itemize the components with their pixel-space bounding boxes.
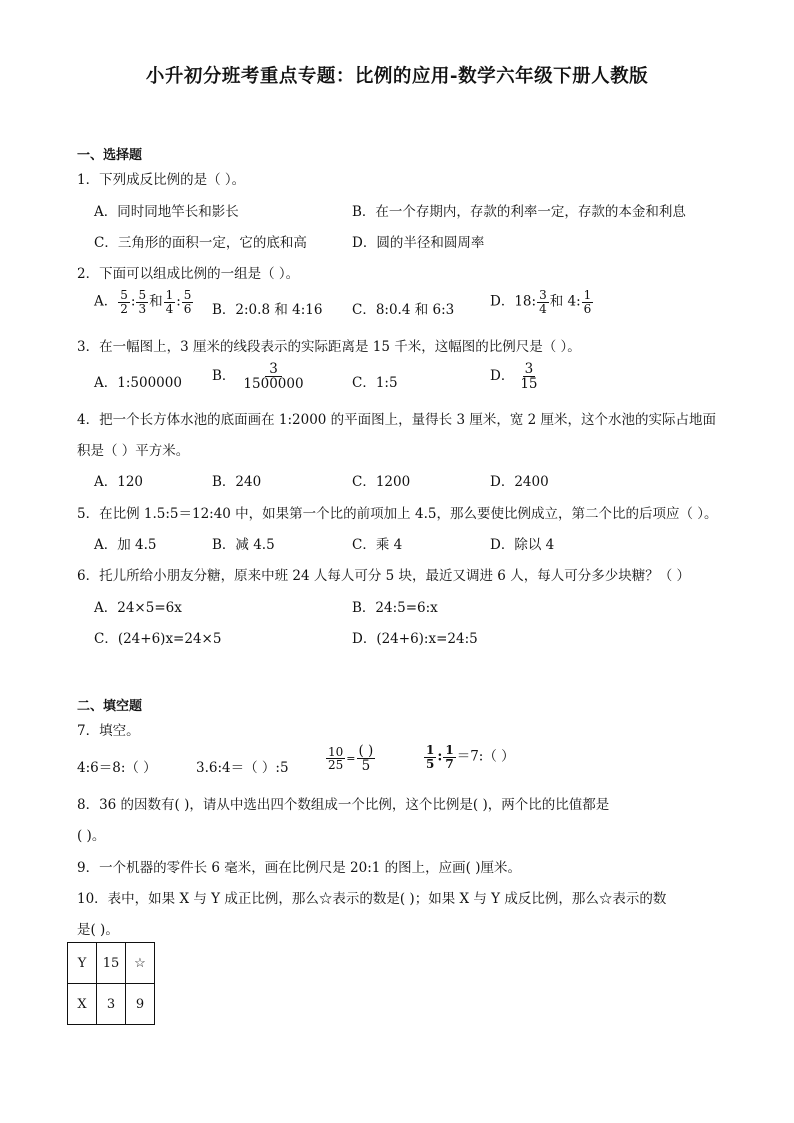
q2-option-b: B．2:0.8 和 4:16 (212, 302, 323, 318)
table-cell: 3 (97, 984, 126, 1025)
question-3-stem: 3．在一幅图上，3 厘米的线段表示的实际距离是 15 千米，这幅图的比例尺是（ ）。 (77, 339, 581, 355)
question-7-stem: 7．填空。 (77, 723, 140, 739)
q5-option-c: C．乘 4 (352, 537, 403, 553)
fraction: $\frac{3}{1500000}$ (243, 361, 304, 393)
table-cell: X (68, 984, 97, 1025)
fraction: $\frac{3}{4}$ (539, 288, 547, 316)
fraction: $\frac{1}{6}$ (583, 288, 592, 316)
q5-option-b: B．减 4.5 (212, 537, 275, 553)
q6-option-a: A．24×5=6x (94, 600, 182, 616)
fraction: $\frac{3}{15}$ (520, 361, 538, 393)
q7-part-1: 4:6＝8:（ ） (77, 760, 157, 776)
question-8-line2: ( )。 (77, 828, 106, 844)
q3-option-c: C．1:5 (352, 375, 398, 391)
q5-option-d: D．除以 4 (490, 537, 555, 553)
q3-option-d: D． $\frac{3}{15}$ (490, 361, 538, 393)
section-heading-fill: 二、填空题 (77, 699, 143, 714)
q6-option-b: B．24:5=6:x (352, 600, 438, 616)
q2-option-a: A． $\frac{5}{2}$ : $\frac{5}{3}$ 和 $\frac{1}{4}$ : $\frac{5}{6}$ (94, 288, 192, 316)
fraction: $\frac{10}{25}$ (328, 744, 344, 773)
q4-option-c: C．1200 (352, 474, 411, 490)
fraction: $\frac{( )}{5}$ (358, 743, 374, 775)
question-9: 9．一个机器的零件长 6 毫米，画在比例尺是 20:1 的图上，应画( )厘米。 (77, 860, 521, 876)
q7-part-3: $\frac{10}{25}$ = $\frac{( )}{5}$ (328, 743, 374, 775)
question-8-line1: 8．36 的因数有( )，请从中选出四个数组成一个比例，这个比例是( )，两个比的比值都是 (77, 797, 610, 813)
fraction: $\frac{1}{5}$ (426, 743, 435, 771)
q6-option-d: D．(24+6):x=24:5 (352, 631, 478, 647)
fraction: $\frac{5}{2}$ (120, 288, 128, 316)
fraction: $\frac{5}{6}$ (183, 288, 192, 316)
q1-option-c: C．三角形的面积一定，它的底和高 (94, 235, 307, 251)
star-cell: ☆ (126, 943, 155, 984)
q2-a-label: A． (94, 293, 118, 310)
question-6-stem: 6．托儿所给小朋友分糖，原来中班 24 人每人可分 5 块，最近又调进 6 人，每人可分多少块糖？（ ） (77, 568, 690, 584)
page-title: 小升初分班考重点专题：比例的应用-数学六年级下册人教版 (145, 66, 649, 87)
q1-option-a: A．同时同地竿长和影长 (94, 204, 239, 220)
question-10-line1: 10．表中，如果 X 与 Y 成正比例，那么☆表示的数是( )；如果 X 与 Y 成反比例，那么☆表示的数 (77, 891, 667, 907)
q1-option-b: B．在一个存期内，存款的利率一定，存款的本金和利息 (352, 204, 686, 220)
table-cell: 15 (97, 943, 126, 984)
table-row (68, 984, 155, 1025)
table-cell: Y (68, 943, 97, 984)
question-4-stem-line2: 积是（ ）平方米。 (77, 443, 190, 459)
xy-table (67, 942, 155, 1025)
fraction: $\frac{1}{4}$ (165, 288, 174, 316)
table-row (68, 943, 155, 984)
q2-option-c: C．8:0.4 和 6:3 (352, 302, 455, 318)
question-1-stem: 1．下列成反比例的是（ ）。 (77, 172, 246, 188)
question-5-stem: 5．在比例 1.5:5＝12:40 中，如果第一个比的前项加上 4.5，那么要使比例成立，第二个比的后项应（ ）。 (77, 506, 718, 522)
q2-option-d: D．18: $\frac{3}{4}$ 和 4: $\frac{1}{6}$ (490, 288, 592, 316)
q5-option-a: A．加 4.5 (94, 537, 157, 553)
q3-option-a: A．1:500000 (94, 375, 182, 391)
table-cell: 9 (126, 984, 155, 1025)
question-10-line2: 是( )。 (77, 922, 119, 938)
question-4-stem-line1: 4．把一个长方体水池的底面画在 1:2000 的平面图上，量得长 3 厘米，宽 2 厘米，这个水池的实际占地面 (77, 412, 717, 428)
question-2-stem: 2．下面可以组成比例的一组是（ ）。 (77, 266, 300, 282)
fraction: $\frac{1}{7}$ (445, 743, 454, 771)
q7-part-2: 3.6:4＝（ ）:5 (196, 760, 289, 776)
fraction: $\frac{5}{3}$ (138, 288, 147, 316)
section-heading-choice: 一、选择题 (77, 148, 143, 163)
q1-option-d: D．圆的半径和圆周率 (352, 235, 485, 251)
q4-option-d: D．2400 (490, 474, 549, 490)
q7-part-4: $\frac{1}{5}$ : $\frac{1}{7}$ ＝7:（ ） (426, 743, 515, 771)
q3-option-b: B． $\frac{3}{1500000}$ (212, 361, 304, 393)
q6-option-c: C．(24+6)x=24×5 (94, 631, 222, 647)
q4-option-a: A．120 (94, 474, 144, 490)
q4-option-b: B．240 (212, 474, 262, 490)
